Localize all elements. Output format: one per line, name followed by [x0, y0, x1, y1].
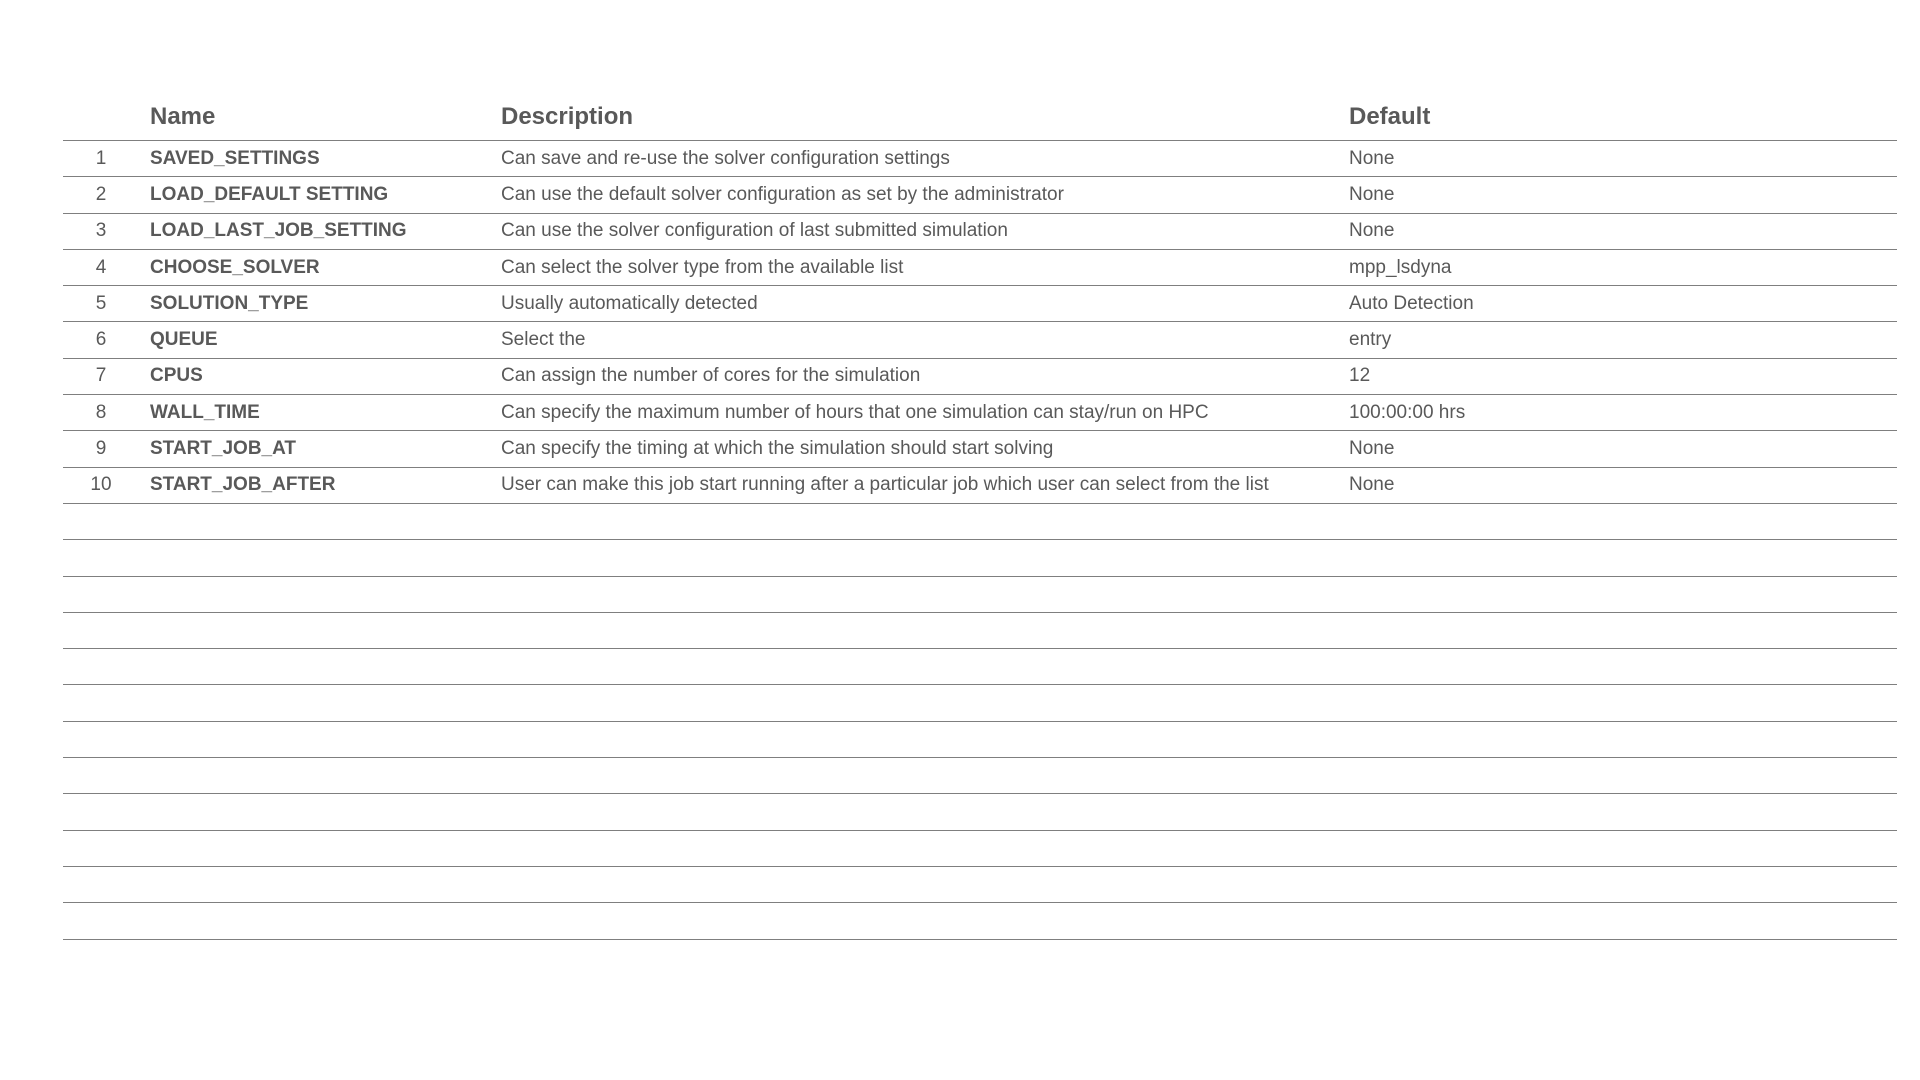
- table-row: [63, 286, 1897, 322]
- row-name: SAVED_SETTINGS: [150, 147, 320, 169]
- empty-table-row: [63, 685, 1897, 721]
- row-number: 9: [95, 438, 107, 460]
- header-default: Default: [1349, 103, 1431, 130]
- empty-table-row: [63, 831, 1897, 867]
- row-number: 10: [90, 474, 112, 496]
- empty-table-row: [63, 649, 1897, 685]
- row-default: mpp_lsdyna: [1349, 256, 1452, 278]
- row-description: Can save and re-use the solver configuration settings: [501, 147, 950, 169]
- table-row: [63, 468, 1897, 504]
- row-default: None: [1349, 220, 1395, 242]
- empty-table-row: [63, 903, 1897, 939]
- row-default: None: [1349, 147, 1395, 169]
- row-name: CHOOSE_SOLVER: [150, 256, 320, 278]
- table-row: [63, 395, 1897, 431]
- row-name: QUEUE: [150, 329, 218, 351]
- empty-table-row: [63, 577, 1897, 613]
- table-header-row: [63, 94, 1897, 141]
- table-row: [63, 177, 1897, 213]
- row-default: 100:00:00 hrs: [1349, 401, 1466, 423]
- row-number: 2: [95, 183, 107, 205]
- row-number: 3: [95, 220, 107, 242]
- table-row: [63, 322, 1897, 358]
- row-number: 6: [95, 329, 107, 351]
- row-number: 7: [95, 365, 107, 387]
- empty-table-row: [63, 758, 1897, 794]
- header-name: Name: [150, 103, 216, 130]
- row-name: LOAD_LAST_JOB_SETTING: [150, 220, 407, 242]
- header-description: Description: [501, 103, 634, 130]
- row-description: Can specify the maximum number of hours that one simulation can stay/run on HPC: [501, 401, 1209, 423]
- row-default: entry: [1349, 329, 1392, 351]
- row-name: LOAD_DEFAULT SETTING: [150, 183, 389, 205]
- settings-table: [63, 94, 1897, 940]
- row-description: User can make this job start running after a particular job which user can select from the list: [501, 474, 1269, 496]
- table-row: [63, 250, 1897, 286]
- row-name: SOLUTION_TYPE: [150, 292, 309, 314]
- row-name: CPUS: [150, 365, 203, 387]
- row-number: 8: [95, 401, 107, 423]
- row-number: 1: [95, 147, 107, 169]
- row-description: Select the: [501, 329, 586, 351]
- row-number: 4: [95, 256, 107, 278]
- row-description: Can specify the timing at which the simulation should start solving: [501, 438, 1054, 460]
- table-row: [63, 214, 1897, 250]
- row-description: Can use the default solver configuration as set by the administrator: [501, 183, 1064, 205]
- row-default: None: [1349, 438, 1395, 460]
- row-description: Can use the solver configuration of last submitted simulation: [501, 220, 1008, 242]
- row-number: 5: [95, 292, 107, 314]
- empty-table-row: [63, 540, 1897, 576]
- header-number: [63, 94, 139, 140]
- table-row: [63, 141, 1897, 177]
- table-row: [63, 359, 1897, 395]
- empty-table-row: [63, 867, 1897, 903]
- row-name: START_JOB_AT: [150, 438, 297, 460]
- row-default: Auto Detection: [1349, 292, 1474, 314]
- row-default: 12: [1349, 365, 1371, 387]
- row-default: None: [1349, 474, 1395, 496]
- row-description: Can select the solver type from the available list: [501, 256, 904, 278]
- row-description: Can assign the number of cores for the simulation: [501, 365, 921, 387]
- empty-table-row: [63, 794, 1897, 830]
- row-name: START_JOB_AFTER: [150, 474, 336, 496]
- row-default: None: [1349, 183, 1395, 205]
- row-description: Usually automatically detected: [501, 292, 758, 314]
- table-row: [63, 431, 1897, 467]
- empty-table-row: [63, 722, 1897, 758]
- row-name: WALL_TIME: [150, 401, 260, 423]
- empty-table-row: [63, 504, 1897, 540]
- empty-table-row: [63, 613, 1897, 649]
